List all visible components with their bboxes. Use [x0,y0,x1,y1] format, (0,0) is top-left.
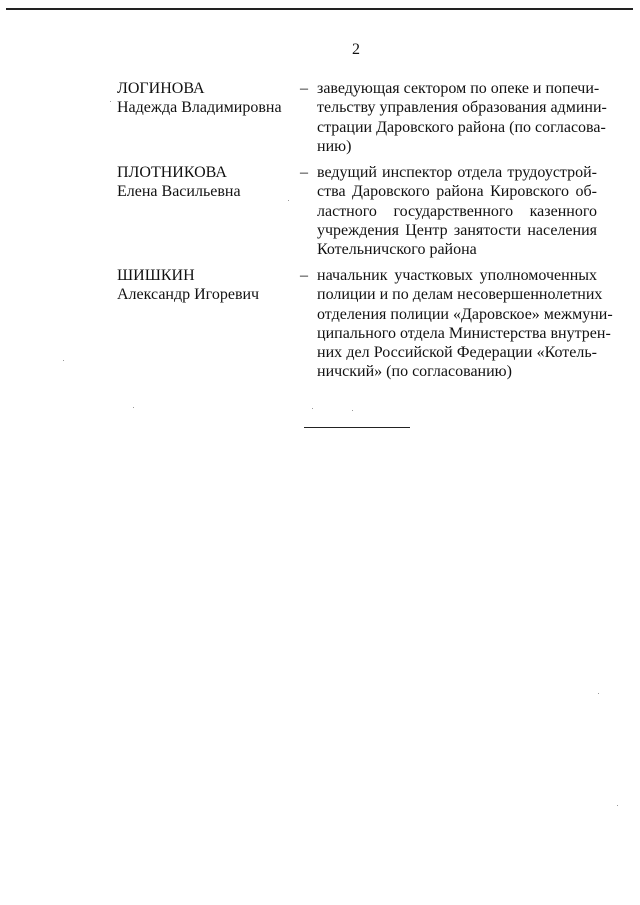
member-name-patronymic: Елена Васильевна [117,183,241,200]
member-name-patronymic: Александр Игоревич [117,286,260,303]
member-surname: ЛОГИНОВА [117,80,205,97]
position-line: них дел Российской Федерации «Котель- [317,344,597,362]
position-line: ничский» (по согласованию) [317,363,512,381]
member-dash: – [300,267,308,284]
position-line: учреждения Центр занятости населения [317,221,597,239]
scan-speck [312,408,313,409]
scan-speck [352,410,353,411]
position-line: отделения полиции «Даровское» межмуни- [317,305,613,323]
member-surname: ШИШКИН [117,267,195,284]
position-line: ведущий инспектор отдела трудоустрой- [317,164,597,181]
position-line: заведующая сектором по опеке и попечи- [317,80,600,97]
page-top-rule [6,8,633,10]
member-dash: – [300,164,308,181]
position-line: начальник участковых уполномоченных [317,267,597,284]
position-line: тельству управления образования админи- [317,99,607,117]
position-line: страции Даровского района (по согласова- [317,118,606,136]
position-line: полиции и по делам несовершеннолетних [317,286,603,304]
member-position [317,79,607,156]
position-line: нию) [317,137,352,155]
position-line: ципального отдела Министерства внутрен- [317,324,611,342]
position-line: ства Даровского района Кировского об- [317,183,597,201]
closing-rule [304,427,410,428]
member-surname: ПЛОТНИКОВА [117,164,227,181]
scan-speck [617,805,618,806]
page-number: 2 [352,41,360,58]
member-name-patronymic: Надежда Владимировна [117,99,282,116]
member-dash: – [300,80,308,97]
scan-speck [598,693,599,694]
scan-speck [288,200,289,201]
position-line: Котельничского района [317,241,477,259]
scan-speck [110,101,111,102]
scan-speck [63,360,64,361]
position-line: ластного государственного казенного [317,202,597,220]
scan-speck [133,407,134,408]
member-position [317,266,613,382]
member-position [317,163,597,259]
